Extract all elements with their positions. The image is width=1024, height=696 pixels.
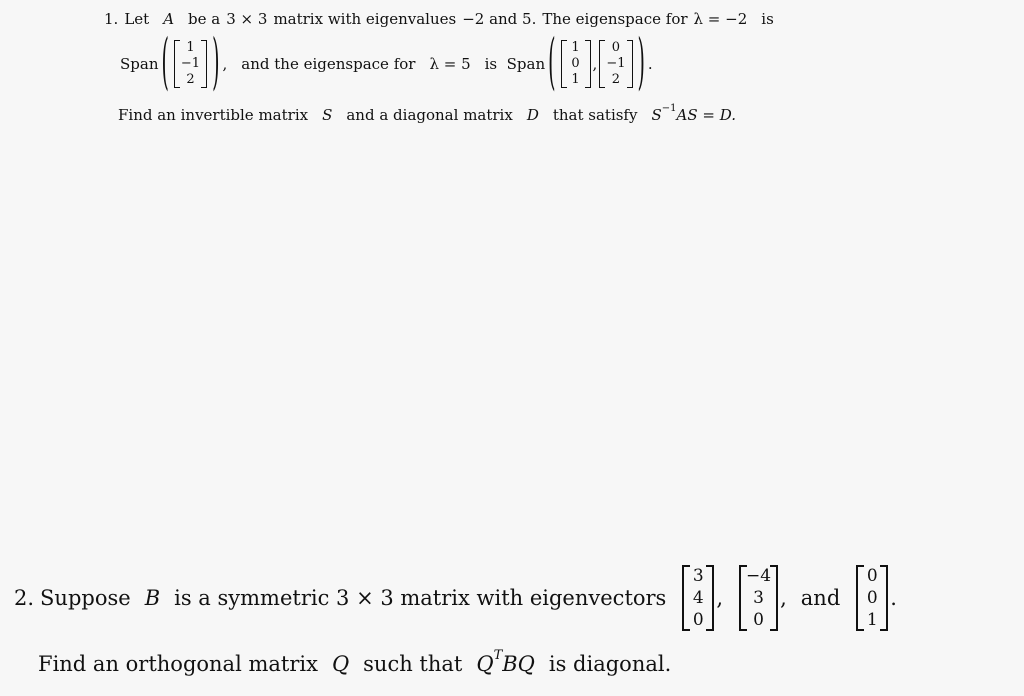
matrix-Q: Q xyxy=(331,652,350,676)
problem2-eigenvector-3-entry: 1 xyxy=(866,610,878,630)
eigenvector-3-entry: 0 xyxy=(611,40,621,55)
equation-Q: Q xyxy=(476,652,494,676)
eigenvector-2-entry: 0 xyxy=(571,56,580,71)
problem1-find-tail: that satisfy xyxy=(552,106,638,124)
problem1-find-prefix: Find an invertible matrix xyxy=(118,106,309,124)
eigenvector-2 xyxy=(561,40,591,88)
problem2-eigenvector-1 xyxy=(682,565,714,631)
problem2-line1 xyxy=(14,552,897,644)
problem1-intro-tail: matrix with eigenvalues xyxy=(273,10,457,28)
problem2-suppose: Suppose xyxy=(40,586,131,610)
problem2-eigenvector-2 xyxy=(739,565,778,631)
problem1-eigenvalues: −2 and 5. xyxy=(462,10,537,28)
equation-exponent: −1 xyxy=(661,102,677,114)
problem1-number: 1. xyxy=(104,10,119,28)
problem1-line2 xyxy=(120,27,653,98)
problem1-find-mid: and a diagonal matrix xyxy=(346,106,513,124)
problem1-is-span: is Span xyxy=(484,55,546,73)
problem2-eigenvector-3-entry: 0 xyxy=(866,566,878,586)
close-paren-1: ) xyxy=(212,27,220,98)
problem2-find-tail: is diagonal. xyxy=(548,652,672,676)
comma: , xyxy=(222,55,228,73)
problem2-eigenvector-1-entry: 4 xyxy=(692,588,704,608)
problem2-number: 2. xyxy=(14,586,35,610)
eigenvector-3 xyxy=(599,40,632,88)
eigenvector-3-entry: 2 xyxy=(611,72,621,87)
comma: , xyxy=(716,586,724,610)
equation-S: S xyxy=(651,106,662,124)
eigenvector-1-entry: 2 xyxy=(186,72,195,87)
matrix-S: S xyxy=(322,106,333,124)
matrix-B: B xyxy=(144,586,161,610)
problem2-line2 xyxy=(38,647,672,676)
problem2-eigenvector-1-entry: 0 xyxy=(692,610,704,630)
problem1-mid-text: and the eigenspace for xyxy=(241,55,416,73)
eigenvector-1 xyxy=(174,40,207,88)
eigenvector-2-entry: 1 xyxy=(571,40,580,55)
problem2-find-mid: such that xyxy=(363,652,463,676)
comma: , xyxy=(592,55,598,73)
problem2-text-b: is a symmetric 3 × 3 matrix with eigenvectors xyxy=(174,586,667,610)
eigenvector-1-entry: 1 xyxy=(186,40,195,55)
open-paren-2: ( xyxy=(548,27,556,98)
period: . xyxy=(890,586,897,610)
problem1-dims: 3 × 3 xyxy=(226,10,268,28)
close-paren-2: ) xyxy=(637,27,645,98)
span-label-1: Span xyxy=(120,55,159,73)
matrix-D: D xyxy=(526,106,539,124)
transpose-exponent: T xyxy=(493,647,503,663)
problem1-lambda2: λ = 5 xyxy=(429,55,471,73)
equation-BQ: BQ xyxy=(502,652,535,676)
problem2-eigenvector-3-entry: 0 xyxy=(866,588,878,608)
eigenvector-3-entry: −1 xyxy=(606,56,626,71)
open-paren-1: ( xyxy=(161,27,169,98)
problem1-eigenspace-text: The eigenspace for xyxy=(542,10,688,28)
matrix-A: A xyxy=(163,10,175,28)
problem2-and: and xyxy=(800,586,841,610)
equation-rest: AS = D. xyxy=(676,106,736,124)
problem2-eigenvector-1-entry: 3 xyxy=(692,566,704,586)
problem2-eigenvector-2-entry: 3 xyxy=(753,588,764,608)
comma: , xyxy=(780,586,787,610)
eigenvector-1-entry: −1 xyxy=(180,56,201,71)
problem1-lambda1: λ = −2 xyxy=(693,10,748,28)
problem1-is: is xyxy=(761,10,774,28)
problem1-let: Let xyxy=(124,10,150,28)
problem2-eigenvector-2-entry: 0 xyxy=(753,610,764,630)
period: . xyxy=(647,55,653,73)
problem1-be-a: be a xyxy=(188,10,221,28)
problem1-line1 xyxy=(104,10,774,28)
eigenvector-2-entry: 1 xyxy=(571,72,580,87)
problem1-line3 xyxy=(118,102,736,124)
problem2-eigenvector-2-entry: −4 xyxy=(746,566,772,586)
problem2-eigenvector-3 xyxy=(856,565,888,631)
problem2-find-text: Find an orthogonal matrix xyxy=(38,652,318,676)
